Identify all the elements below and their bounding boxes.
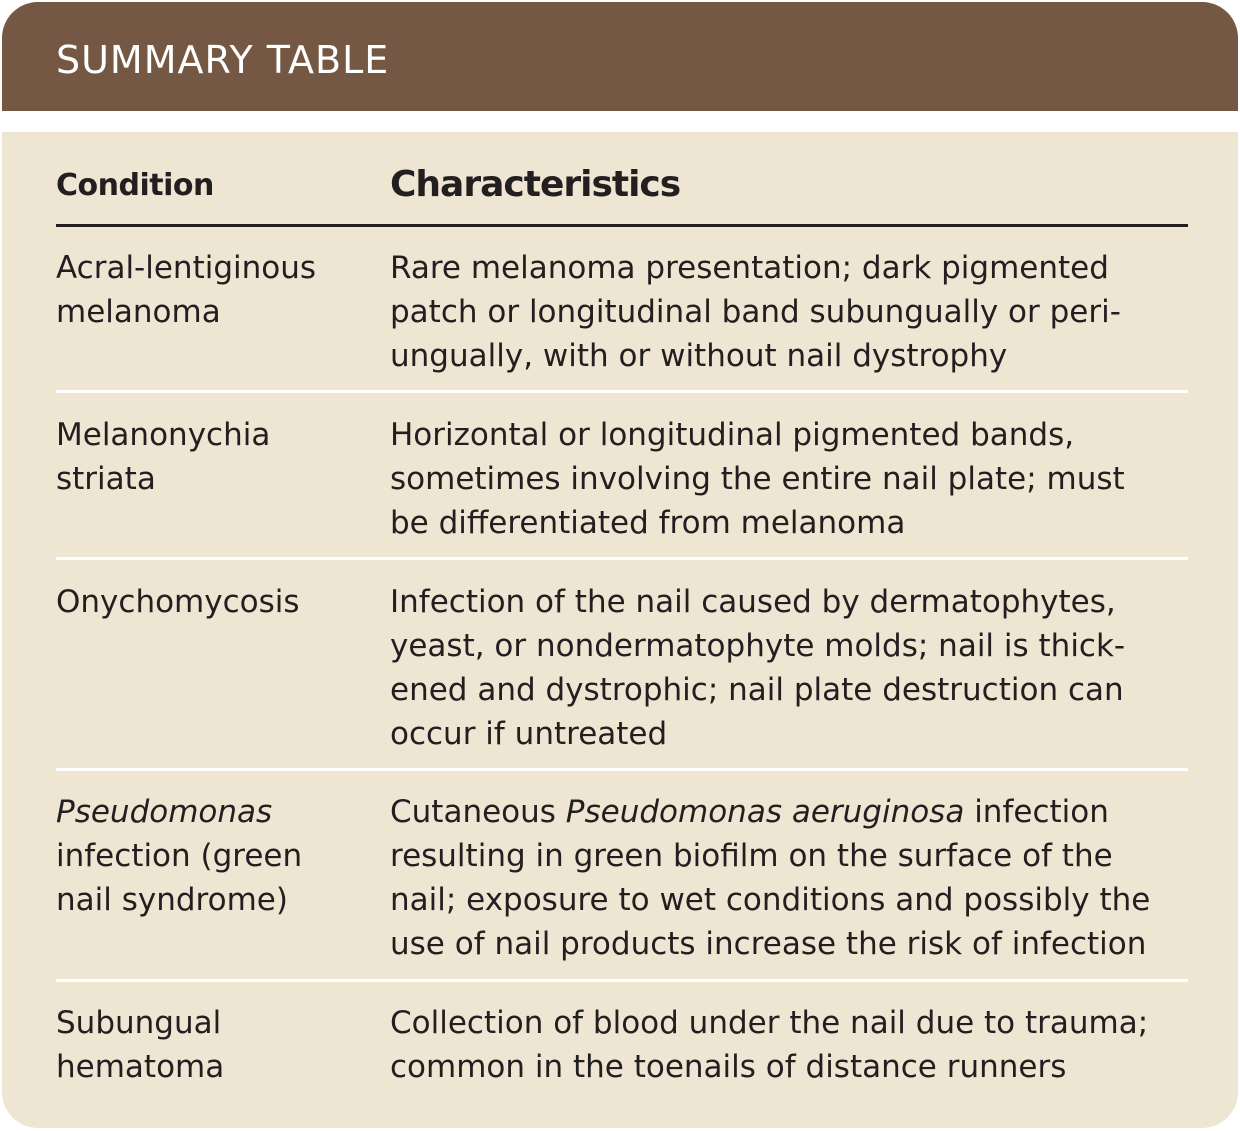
- characteristics-line: Collection of blood under the nail due to trauma;: [390, 1005, 1149, 1041]
- condition-line: Onychomycosis: [56, 584, 300, 620]
- row-divider: [56, 390, 1188, 393]
- characteristics-cell: [390, 580, 1125, 756]
- condition-cell: [56, 1001, 224, 1089]
- characteristics-line: nail; exposure to wet conditions and possibly the: [390, 882, 1151, 918]
- condition-cell: [56, 790, 302, 922]
- characteristics-cell: [390, 790, 1150, 966]
- column-header-condition: Condition: [56, 168, 214, 203]
- characteristics-text: infection: [964, 794, 1109, 830]
- table-title: SUMMARY TABLE: [56, 38, 390, 82]
- header-divider: [2, 111, 1238, 132]
- characteristics-line: ungually, with or without nail dystrophy: [390, 338, 1008, 374]
- characteristics-cell: [390, 246, 1121, 378]
- summary-table-card: [2, 2, 1238, 1128]
- condition-line: Subungual: [56, 1005, 222, 1041]
- table-header-bar: [2, 2, 1238, 111]
- characteristics-line: yeast, or nondermatophyte molds; nail is thick-: [390, 628, 1126, 664]
- column-header-characteristics: Characteristics: [390, 164, 681, 205]
- characteristics-cell: [390, 413, 1125, 545]
- characteristics-cell: [390, 1001, 1148, 1089]
- characteristics-line: resulting in green biofilm on the surface of the: [390, 838, 1113, 874]
- condition-cell: [56, 413, 270, 501]
- characteristics-line: [390, 790, 1150, 834]
- characteristics-line: use of nail products increase the risk of infection: [390, 926, 1147, 962]
- condition-line: striata: [56, 461, 156, 497]
- condition-cell: [56, 246, 316, 334]
- characteristics-italic-text: Pseudomonas aeruginosa: [565, 794, 965, 830]
- condition-line: hematoma: [56, 1049, 225, 1085]
- condition-line: infection (green: [56, 838, 303, 874]
- characteristics-line: Horizontal or longitudinal pigmented bands,: [390, 417, 1075, 453]
- row-divider: [56, 768, 1188, 771]
- characteristics-line: Rare melanoma presentation; dark pigmented: [390, 250, 1109, 286]
- row-divider: [56, 557, 1188, 560]
- characteristics-line: ened and dystrophic; nail plate destruction can: [390, 672, 1124, 708]
- condition-line: melanoma: [56, 294, 221, 330]
- header-rule: [56, 224, 1188, 227]
- characteristics-line: occur if untreated: [390, 716, 668, 752]
- characteristics-line: be differentiated from melanoma: [390, 505, 906, 541]
- condition-line: Melanonychia: [56, 417, 271, 453]
- condition-cell: [56, 580, 300, 624]
- condition-line: [56, 790, 302, 834]
- characteristics-line: common in the toenails of distance runners: [390, 1049, 1067, 1085]
- characteristics-line: Infection of the nail caused by dermatophytes,: [390, 584, 1116, 620]
- row-divider: [56, 979, 1188, 982]
- condition-italic-text: Pseudomonas: [56, 794, 273, 830]
- condition-line: nail syndrome): [56, 882, 288, 918]
- characteristics-line: patch or longitudinal band subungually or peri-: [390, 294, 1121, 330]
- condition-line: Acral-lentiginous: [56, 250, 317, 286]
- characteristics-text: Cutaneous: [390, 794, 566, 830]
- characteristics-line: sometimes involving the entire nail plate; must: [390, 461, 1125, 497]
